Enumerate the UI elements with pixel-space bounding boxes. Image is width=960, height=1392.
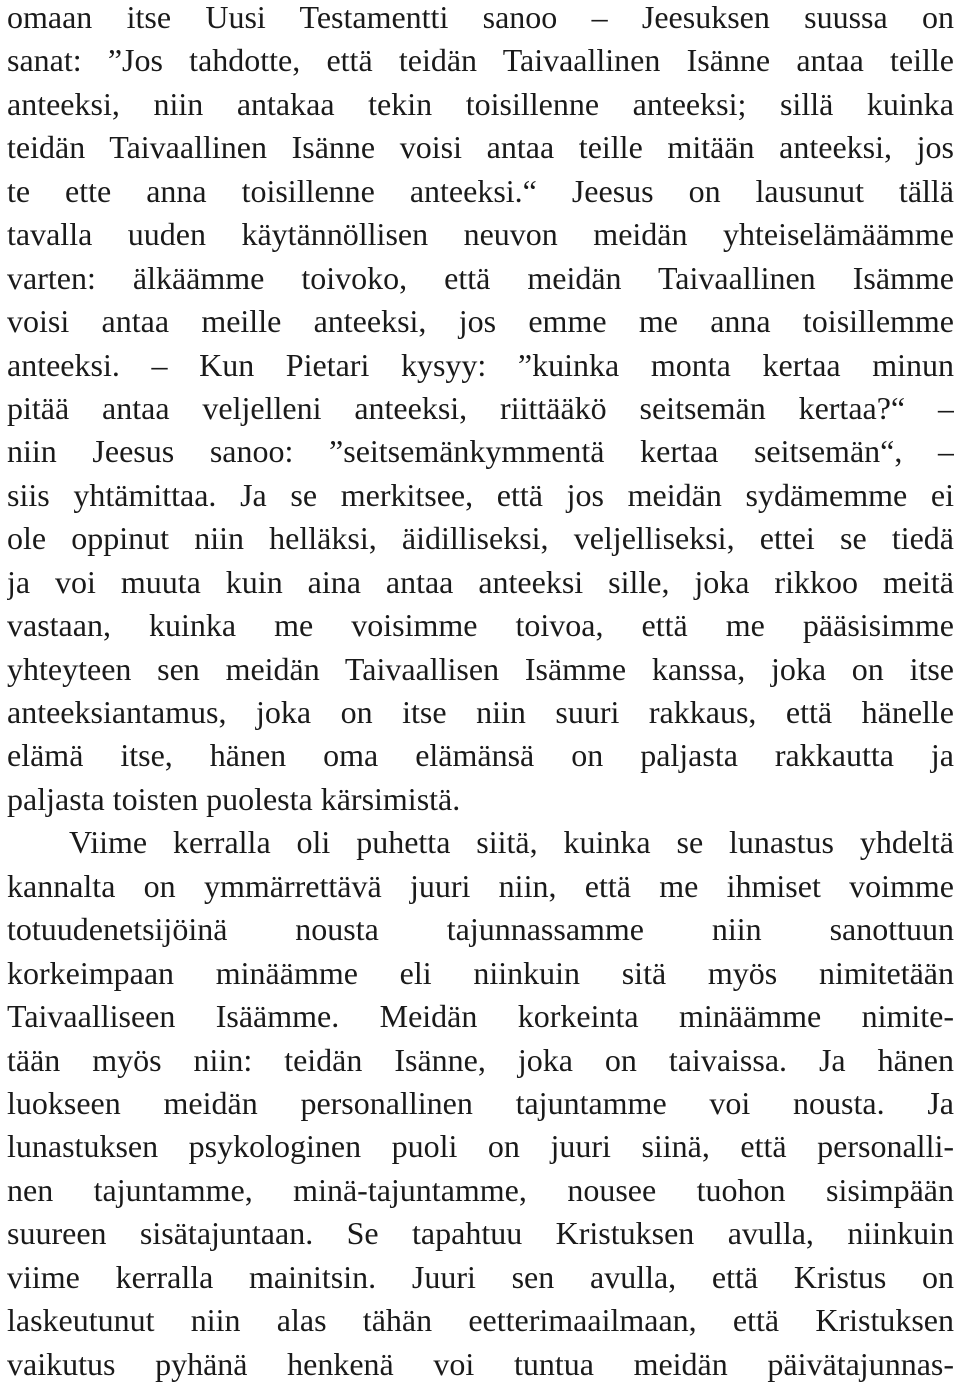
text-line: Taivaalliseen Isäämme. Meidän korkeinta minäämme nimite- [7,998,954,1035]
text-line: laskeutunut niin alas tähän eetterimaailmaan, että Kristuksen [7,1302,954,1339]
text-line: tavalla uuden käytännöllisen neuvon meidän yhteiselämäämme [7,216,954,253]
text-line: omaan itse Uusi Testamentti sanoo – Jeesuksen suussa on [7,0,954,35]
text-line: paljasta toisten puolesta kärsimistä. [7,780,461,817]
text-line: siis yhtämittaa. Ja se merkitsee, että jos meidän sydämemme ei [7,476,954,513]
text-line: elämä itse, hänen oma elämänsä on paljasta rakkautta ja [7,737,954,774]
text-line: yhteyteen sen meidän Taivaallisen Isämme kanssa, joka on itse [7,650,954,687]
text-body [7,0,954,1386]
text-line: anteeksiantamus, joka on itse niin suuri rakkaus, että hänelle [7,694,954,730]
text-line: kannalta on ymmärrettävä juuri niin, että me ihmiset voimme [7,867,954,904]
text-line: anteeksi. – Kun Pietari kysyy: ”kuinka monta kertaa minun [7,346,954,383]
text-line: teidän Taivaallinen Isänne voisi antaa teille mitään anteeksi, jos [7,129,954,166]
text-line: ole oppinut niin helläksi, äidilliseksi, veljelliseksi, ettei se tiedä [7,520,954,557]
text-line: totuudenetsijöinä nousta tajunnassamme niin sanottuun [7,911,954,948]
text-line: ja voi muuta kuin aina antaa anteeksi sille, joka rikkoo meitä [7,563,954,600]
text-line: anteeksi, niin antakaa tekin toisillenne anteeksi; sillä kuinka [7,85,954,122]
text-line: tään myös niin: teidän Isänne, joka on taivaissa. Ja hänen [7,1041,954,1078]
text-line: sanat: ”Jos tahdotte, että teidän Taivaallinen Isänne antaa teille [7,42,954,79]
text-line: viime kerralla mainitsin. Juuri sen avulla, että Kristus on [7,1258,954,1295]
text-line: varten: älkäämme toivoko, että meidän Taivaallinen Isämme [7,259,954,296]
text-line: vaikutus pyhänä henkenä voi tuntua meidän päivätajunnas- [7,1345,954,1382]
text-line: Viime kerralla oli puhetta siitä, kuinka se lunastus yhdeltä [69,824,954,861]
text-line: nen tajuntamme, minä-tajuntamme, nousee tuohon sisimpään [7,1171,954,1208]
text-line: pitää antaa veljelleni anteeksi, riittääkö seitsemän kertaa?“ – [7,389,954,426]
text-line: korkeimpaan minäämme eli niinkuin sitä myös nimitetään [7,954,954,991]
text-line: voisi antaa meille anteeksi, jos emme me anna toisillemme [7,303,954,340]
text-line: niin Jeesus sanoo: ”seitsemänkymmentä kertaa seitsemän“, – [7,433,954,470]
text-line: vastaan, kuinka me voisimme toivoa, että me pääsisimme [7,607,954,644]
text-line: luokseen meidän personallinen tajuntamme voi nousta. Ja [7,1084,954,1121]
text-line: lunastuksen psykologinen puoli on juuri siinä, että personalli- [7,1128,954,1165]
text-line: te ette anna toisillenne anteeksi.“ Jeesus on lausunut tällä [7,172,954,209]
text-line: suureen sisätajuntaan. Se tapahtuu Kristuksen avulla, niinkuin [7,1215,954,1252]
